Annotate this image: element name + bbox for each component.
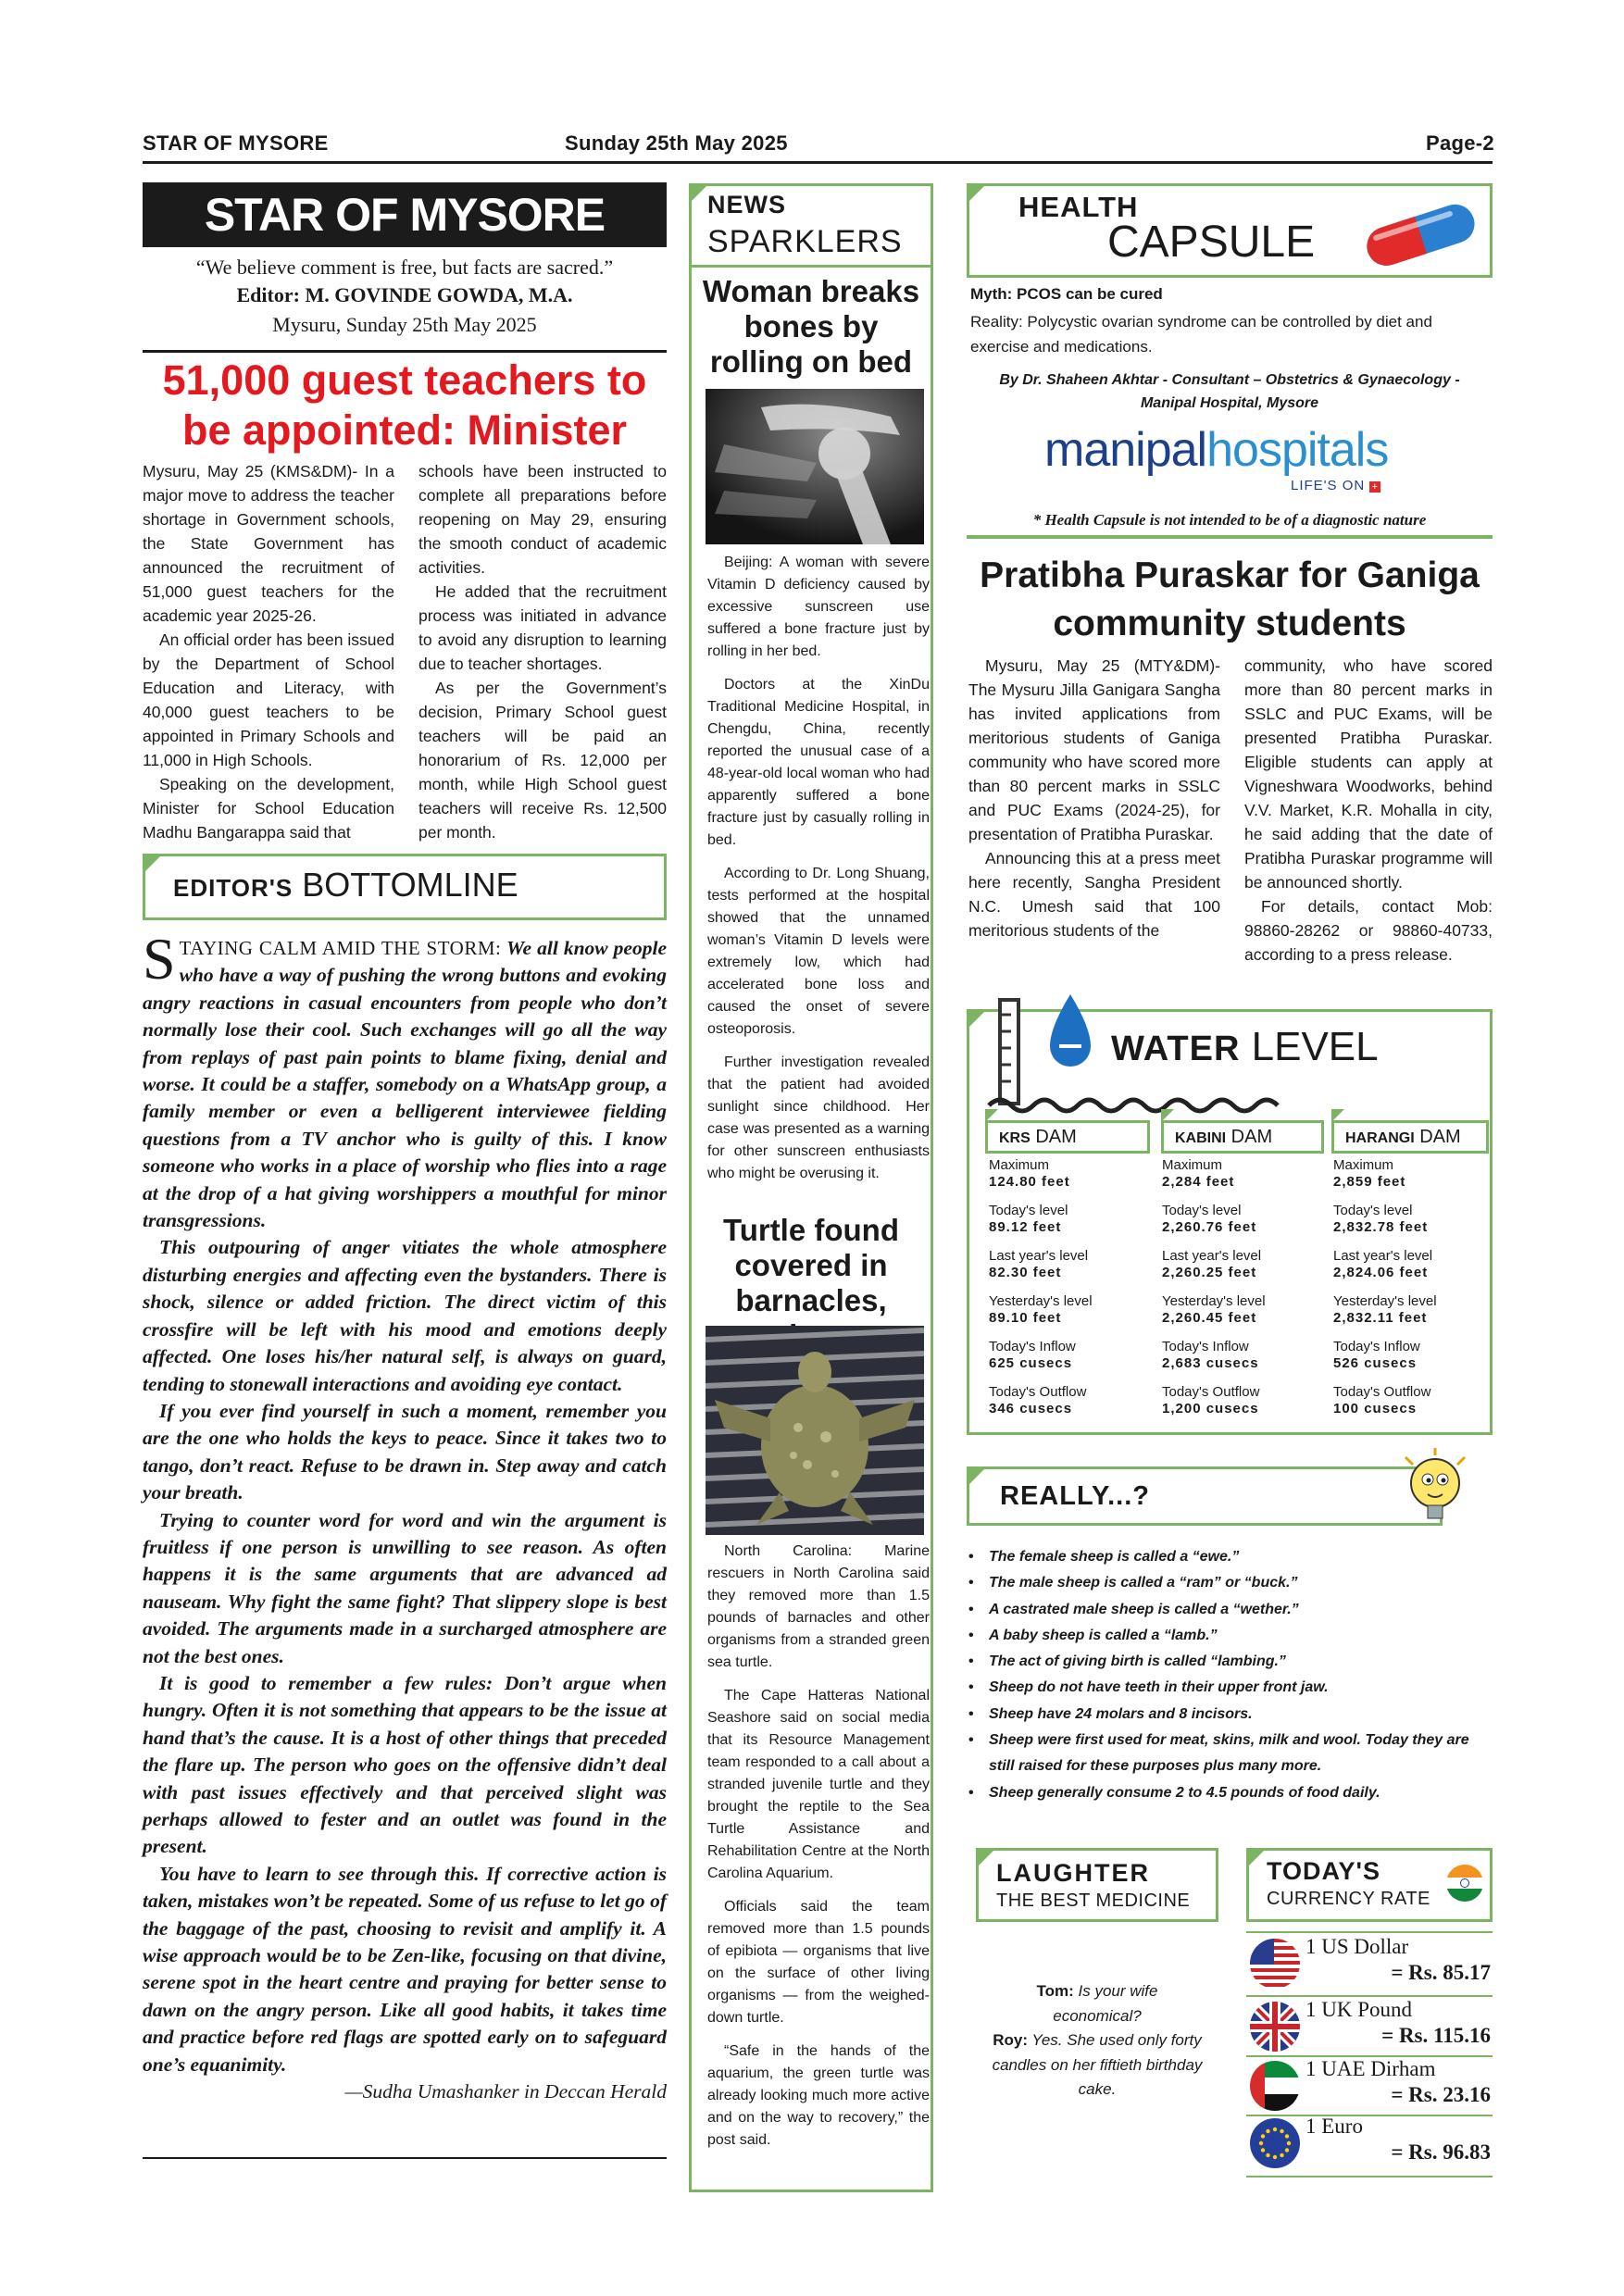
story2-para: “Safe in the hands of the aquarium, the green turtle was already looking much more active and on the way to recovery,” the post said.: [707, 2043, 930, 2148]
health-byline-2: Manipal Hospital, Mysore: [1140, 395, 1319, 411]
health-reality: Reality: Polycystic ovarian syndrome can be controlled by diet and exercise and medications.: [970, 313, 1432, 356]
editorial-para: This outpouring of anger vitiates the whole atmosphere disturbing energies and affecting even the bystanders. There is shock, silence or added friction. The direct victim of this crossfire will be left with his mood and emotions deeply affected. One loses his/her natural self, is always on guard, tending to stonewall interactions and avoiding eye contact.: [143, 1236, 667, 1395]
sparklers-corner-flag: [689, 183, 709, 204]
really-fact: • Sheep were first used for meat, skins, milk and wool. Today they are still raised for these purposes plus many more.: [967, 1728, 1493, 1780]
currency-name: 1 UAE Dirham: [1305, 2057, 1436, 2080]
lead-para: As per the Government’s decision, Primary School guest teachers will be paid an honorarium of Rs. 12,000 per month, while High School guest teachers will receive Rs. 12,500 per month.: [418, 679, 667, 842]
dam-stat-label: Today's Inflow: [989, 1339, 1076, 1354]
dam-stat-label: Last year's level: [989, 1248, 1089, 1264]
dam-suffix: DAM: [1035, 1127, 1077, 1147]
masthead-motto: “We believe comment is free, but facts are sacred.”: [195, 256, 614, 279]
header-paper-name: STAR OF MYSORE: [143, 131, 329, 155]
bulb-mascot-icon: [1400, 1446, 1474, 1539]
lead-body-col-1: [143, 459, 394, 844]
really-fact: • The act of giving birth is called “lambing.”: [967, 1649, 1493, 1675]
xray-image: [706, 389, 924, 544]
dam-stat-label: Yesterday's level: [1333, 1293, 1437, 1309]
currency-name: 1 UK Pound: [1305, 1998, 1413, 2021]
really-fact: • Sheep do not have teeth in their upper front jaw.: [967, 1675, 1493, 1701]
dam-header-kabini: [1161, 1120, 1324, 1154]
story1-para: Beijing: A woman with severe Vitamin D deficiency caused by excessive sunscreen use suffered a bone fracture just by rolling in her bed.: [707, 555, 930, 659]
dam-corner-flag: [1331, 1109, 1344, 1122]
dam-header-harangi: [1331, 1120, 1489, 1154]
really-facts-list: [967, 1544, 1493, 1806]
editorial-corner-flag: [143, 854, 163, 874]
pratibha-para: For details, contact Mob: 98860-28262 or 98860-40733, according to a press release.: [1244, 897, 1493, 964]
dam-stat-value: 2,683 cusecs: [1162, 1355, 1259, 1371]
story2-para: The Cape Hatteras National Seashore said on social media that its Resource Management team responded to a call about a stranded juvenile turtle and they brought the reptile to the Sea Turtle Assistance and Rehabilitation Centre at the North Carolina Aquarium.: [707, 1688, 930, 1881]
lead-para: He added that the recruitment process was initiated in advance to avoid any disruption to learning due to teacher shortages.: [418, 582, 667, 673]
story1-para: Doctors at the XinDu Traditional Medicine Hospital, in Chengdu, China, recently reported the unusual case of a 48-year-old local woman who had apparently suffered a bone fracture just by casually rolling in bed.: [707, 677, 930, 848]
header-rule: [143, 161, 1493, 164]
currency-corner-flag: [1246, 1848, 1267, 1868]
currency-rate: = Rs. 85.17: [1391, 1961, 1491, 1984]
dam-name: KRS: [999, 1130, 1031, 1146]
masthead-name: STAR OF MYSORE: [143, 182, 667, 247]
dam-stat-label: Today's Inflow: [1333, 1339, 1420, 1354]
editorial-body: [143, 926, 667, 2105]
dam-stat-label: Today's Outflow: [1162, 1384, 1260, 1400]
dam-stat-value: 124.80 feet: [989, 1174, 1070, 1190]
really-label: REALLY...?: [1000, 1481, 1151, 1511]
dam-stat-label: Today's level: [989, 1203, 1068, 1218]
dam-stat-label: Today's level: [1333, 1203, 1413, 1218]
currency-row-rule: [1246, 2176, 1493, 2177]
manipal-logo-word-2: hospitals: [1206, 423, 1389, 477]
editorial-dropcap: S: [143, 926, 176, 992]
dam-suffix: DAM: [1419, 1127, 1461, 1147]
dam-stat-value: 2,260.45 feet: [1162, 1310, 1257, 1326]
pratibha-headline-1: Pratibha Puraskar for Ganiga: [980, 555, 1480, 595]
manipal-logo-tagline: [1291, 478, 1380, 493]
editorial-para: It is good to remember a few rules: Don’t argue when hungry. Often it is not something that appears to be the issue at hand that’s the cause. It is a host of other things that preceded the flare up. The person who goes on the offensive didn’t deal with past issues effectively and that perceived slight was perhaps allowed to fester and an outlet was found in the present.: [143, 1671, 667, 1858]
pratibha-headline-2: community students: [1053, 604, 1406, 643]
xray-image-art: [706, 389, 924, 544]
dam-stat-value: 100 cusecs: [1333, 1401, 1418, 1416]
water-label-1: WATER: [1111, 1029, 1241, 1068]
laughter-corner-flag: [976, 1848, 996, 1868]
currency-rate: = Rs. 23.16: [1391, 2083, 1491, 2106]
laughter-label-2: THE BEST MEDICINE: [996, 1890, 1191, 1911]
health-byline-1: By Dr. Shaheen Akhtar - Consultant – Obstetrics & Gynaecology -: [999, 372, 1460, 388]
pratibha-para-continued: community, who have scored more than 80 percent marks in SSLC and PUC Exams, will be presented Pratibha Puraskar. Eligible students can apply at Vigneshwara Woodworks, behind V.V. Market, K.R. Mohalla in city, he said adding that the date of Pratibha Puraskar programme will be announced shortly.: [1244, 656, 1493, 892]
currency-name: 1 US Dollar: [1305, 1935, 1409, 1958]
turtle-image-art: [706, 1326, 924, 1535]
lead-headline: [143, 356, 667, 455]
editorial-label: [173, 866, 518, 905]
header-page-number: Page-2: [1426, 131, 1494, 155]
india-flag-icon: [1446, 1865, 1483, 1902]
joke-line-1: Is your wife economical?: [1053, 1982, 1158, 2025]
laughter-label-1: LAUGHTER: [996, 1859, 1150, 1887]
dam-stat-label: Today's Outflow: [1333, 1384, 1431, 1400]
dam-stat-value: 2,832.11 feet: [1333, 1310, 1428, 1326]
editorial-kicker: TAYING CALM AMID THE STORM:: [179, 937, 502, 959]
dam-corner-flag: [985, 1109, 998, 1122]
dam-stat-value: 2,859 feet: [1333, 1174, 1406, 1190]
manipal-logo-word-1: manipal: [1044, 423, 1207, 477]
story2-body: [707, 1541, 930, 2163]
health-label-2: CAPSULE: [1107, 218, 1316, 267]
capsule-icon: [1354, 196, 1493, 270]
dam-stat-value: 2,260.25 feet: [1162, 1265, 1257, 1280]
health-corner-flag: [967, 183, 987, 204]
dam-stat-value: 2,284 feet: [1162, 1174, 1235, 1190]
currency-rate: = Rs. 115.16: [1381, 2024, 1491, 2047]
column-1-bottom-rule: [143, 2157, 667, 2159]
editorial-para: [143, 926, 667, 1234]
really-fact: • Sheep have 24 molars and 8 incisors.: [967, 1702, 1493, 1728]
dam-stat-value: 346 cusecs: [989, 1401, 1073, 1416]
story1-para: According to Dr. Long Shuang, tests performed at the hospital showed that the unnamed woman’s Vitamin D levels were extremely low, which had accelerated bone loss and caused the onset of severe osteoporosis.: [707, 866, 930, 1037]
dam-stat-value: 2,260.76 feet: [1162, 1219, 1257, 1235]
editorial-para: Trying to counter word for word and win the argument is fruitless if one person is unwilling to see reason. As often happens it is the same arguments that are advanced ad nauseam. Why fight the same fight? That slippery slope is best avoided. The arguments made in a surcharged atmosphere are not the best ones.: [143, 1508, 667, 1667]
joke-speaker-1: Tom:: [1036, 1982, 1074, 2000]
eu-flag-icon: [1250, 2118, 1300, 2168]
dam-name: HARANGI: [1345, 1130, 1415, 1146]
dam-stat-label: Maximum: [1333, 1157, 1394, 1173]
currency-row-rule: [1246, 1995, 1493, 1997]
currency-row-usd: [1250, 1935, 1491, 1994]
dam-stat-label: Maximum: [1162, 1157, 1223, 1173]
joke-line-2: Yes. She used only forty candles on her fiftieth birthday cake.: [992, 2031, 1203, 2098]
manipal-logo: [1044, 422, 1388, 478]
water-level-label: [1111, 1024, 1379, 1070]
editorial-para-text: We all know people who have a way of pushing the wrong buttons and evoking angry reactions in casual encounters from people who don’t normally lose their cool. Such exchanges will go all the way from replays of past pain points to blame fixing, denial and worse. It could be a staffer, somebody on a WhatsApp group, a family member or even a belligerent interviewee fielding questions from a TV anchor who is guilty of this. I know someone who works in a place of worship who flies into a rage at the drop of a hat giving worshippers a mouthful for minor transgressions.: [143, 937, 667, 1232]
lead-para: Mysuru, May 25 (KMS&DM)- In a major move to address the teacher shortage in Government schools, the State Government has announced the recruitment of 51,000 guest teachers for the academic year 2025-26.: [143, 462, 394, 625]
dam-corner-flag: [1161, 1109, 1174, 1122]
turtle-image: [706, 1326, 924, 1535]
health-byline: [970, 368, 1489, 415]
editorial-label-1: EDITOR'S: [173, 874, 294, 902]
dam-stat-label: Today's Inflow: [1162, 1339, 1249, 1354]
editorial-para: You have to learn to see through this. If corrective action is taken, mistakes won’t be repeated. Some of us refuse to let go of the baggage of the past, choosing to revisit and amplify it. A wise approach would be to be Zen-like, focusing on that divine, serene spot in the heart centre and praying for better sense to dawn on the angry person. Like all good habits, it takes time and practice before red flags are spotted early on to safeguard one’s equanimity.: [143, 1862, 667, 2076]
story2-headline: Turtle found covered in barnacles,: [722, 1213, 899, 1317]
editorial-label-2: BOTTOMLINE: [302, 866, 518, 904]
story2-para: Officials said the team removed more than 1.5 pounds of epibiota — organisms that live on the surface of other living organisms — from the weighed-down turtle.: [707, 1899, 930, 2026]
uk-flag-icon: [1250, 2002, 1300, 2052]
dam-stat-value: 2,832.78 feet: [1333, 1219, 1429, 1235]
manipal-tagline-text: LIFE'S ON: [1291, 478, 1366, 493]
currency-row-gbp: [1250, 1998, 1491, 2057]
story1-para: Further investigation revealed that the patient had avoided sunlight since childhood. Her case was presented as a warning for other sunscreen enthusiasts who might be overusing it.: [707, 1054, 930, 1181]
really-fact: • The male sheep is called a “ram” or “buck.”: [967, 1570, 1493, 1596]
dam-name: KABINI: [1175, 1130, 1227, 1146]
lead-para: Speaking on the development, Minister for School Education Madhu Bangarappa said that: [143, 775, 394, 842]
dam-stat-label: Last year's level: [1333, 1248, 1433, 1264]
dam-stat-value: 625 cusecs: [989, 1355, 1073, 1371]
really-corner-flag: [967, 1466, 987, 1487]
uae-flag-icon: [1250, 2061, 1300, 2111]
lead-headline-line-1: 51,000 guest teachers to: [162, 356, 647, 404]
pratibha-para: Mysuru, May 25 (MTY&DM)- The Mysuru Jilla Ganigara Sangha has invited applications from meritorious students of Ganiga community who have scored more than 80 percent marks in SSLC and PUC Exams (2024-25), for presentation of Pratibha Puraskar.: [968, 656, 1220, 843]
dam-stat-value: 89.10 feet: [989, 1310, 1062, 1326]
currency-name: 1 Euro: [1305, 2115, 1363, 2138]
health-disclaimer: * Health Capsule is not intended to be of a diagnostic nature: [1032, 511, 1427, 529]
pratibha-body-col-1: [968, 654, 1220, 942]
laughter-joke: [991, 1979, 1204, 2103]
editorial-para: If you ever find yourself in such a moment, remember you are the one who holds the keys to peace. Since it takes two to tango, don’t react. Refuse to be drawn in. Step away and catch your breath.: [143, 1399, 667, 1504]
dam-stat-value: 82.30 feet: [989, 1265, 1062, 1280]
editorial-credit: —Sudha Umashanker in Deccan Herald: [344, 2080, 667, 2103]
plus-icon: +: [1369, 481, 1380, 493]
header-date: Sunday 25th May 2025: [565, 131, 788, 155]
dam-stat-label: Today's level: [1162, 1203, 1242, 1218]
masthead-rule: [143, 350, 667, 353]
dam-suffix: DAM: [1230, 1127, 1273, 1147]
really-fact: • Sheep generally consume 2 to 4.5 pounds of food daily.: [967, 1780, 1493, 1806]
dam-stat-value: 89.12 feet: [989, 1219, 1062, 1235]
masthead-dateline: Mysuru, Sunday 25th May 2025: [272, 313, 537, 336]
masthead-editor: Editor: M. GOVINDE GOWDA, M.A.: [236, 283, 573, 306]
health-label-1: HEALTH: [1018, 191, 1139, 223]
really-fact: • A baby sheep is called a “lamb.”: [967, 1623, 1493, 1649]
joke-speaker-2: Roy:: [993, 2031, 1028, 2049]
dam-stat-value: 2,824.06 feet: [1333, 1265, 1429, 1280]
editorial-label-box: [143, 854, 667, 920]
dam-stat-value: 1,200 cusecs: [1162, 1401, 1259, 1416]
pratibha-para: Announcing this at a press meet here recently, Sangha President N.C. Umesh said that 100 meritorious students of the: [968, 849, 1220, 940]
dam-column-kabini: [1162, 1157, 1333, 1429]
currency-row-aed: [1250, 2057, 1491, 2116]
health-myth: Myth: PCOS can be cured: [970, 285, 1163, 303]
sparklers-label-1: NEWS: [707, 191, 786, 218]
dam-stat-label: Maximum: [989, 1157, 1050, 1173]
lead-body-col-2: [418, 459, 667, 844]
currency-row-eur: [1250, 2115, 1491, 2174]
currency-label-1: TODAY'S: [1267, 1857, 1380, 1885]
dam-stat-label: Today's Outflow: [989, 1384, 1087, 1400]
sparklers-divider: [692, 265, 931, 268]
pratibha-headline: [967, 552, 1493, 648]
dam-stat-value: 526 cusecs: [1333, 1355, 1418, 1371]
lead-para-continued: schools have been instructed to complete all preparations before reopening on May 29, ensuring the smooth conduct of academic activities.: [418, 462, 667, 577]
dam-stat-label: Yesterday's level: [1162, 1293, 1266, 1309]
dam-stat-label: Yesterday's level: [989, 1293, 1093, 1309]
lead-headline-line-2: be appointed: Minister: [181, 406, 627, 454]
dam-column-harangi: [1333, 1157, 1505, 1429]
dam-column-krs: [989, 1157, 1160, 1429]
story1-headline: Woman breaks bones by rolling on bed: [702, 274, 920, 379]
health-bottom-rule: [967, 535, 1493, 539]
dam-stat-label: Last year's level: [1162, 1248, 1262, 1264]
really-fact: • The female sheep is called a “ewe.”: [967, 1544, 1493, 1570]
sparklers-label-2: SPARKLERS: [707, 224, 903, 259]
really-fact: • A castrated male sheep is called a “wether.”: [967, 1597, 1493, 1623]
currency-rate: = Rs. 96.83: [1391, 2140, 1491, 2164]
lead-para: An official order has been issued by the Department of School Education and Literacy, with 40,000 guest teachers to be appointed in Primary Schools and 11,000 in High Schools.: [143, 630, 394, 769]
pratibha-body-col-2: [1244, 654, 1493, 967]
us-flag-icon: [1250, 1939, 1300, 1989]
dam-header-krs: [985, 1120, 1150, 1154]
story1-body: [707, 552, 930, 1196]
currency-label-2: CURRENCY RATE: [1267, 1889, 1430, 1909]
water-label-2: LEVEL: [1251, 1024, 1379, 1069]
currency-top-rule: [1246, 1931, 1493, 1933]
story2-para: North Carolina: Marine rescuers in North Carolina said they removed more than 1.5 pounds of barnacles and other organisms from a stranded green sea turtle.: [707, 1543, 930, 1670]
